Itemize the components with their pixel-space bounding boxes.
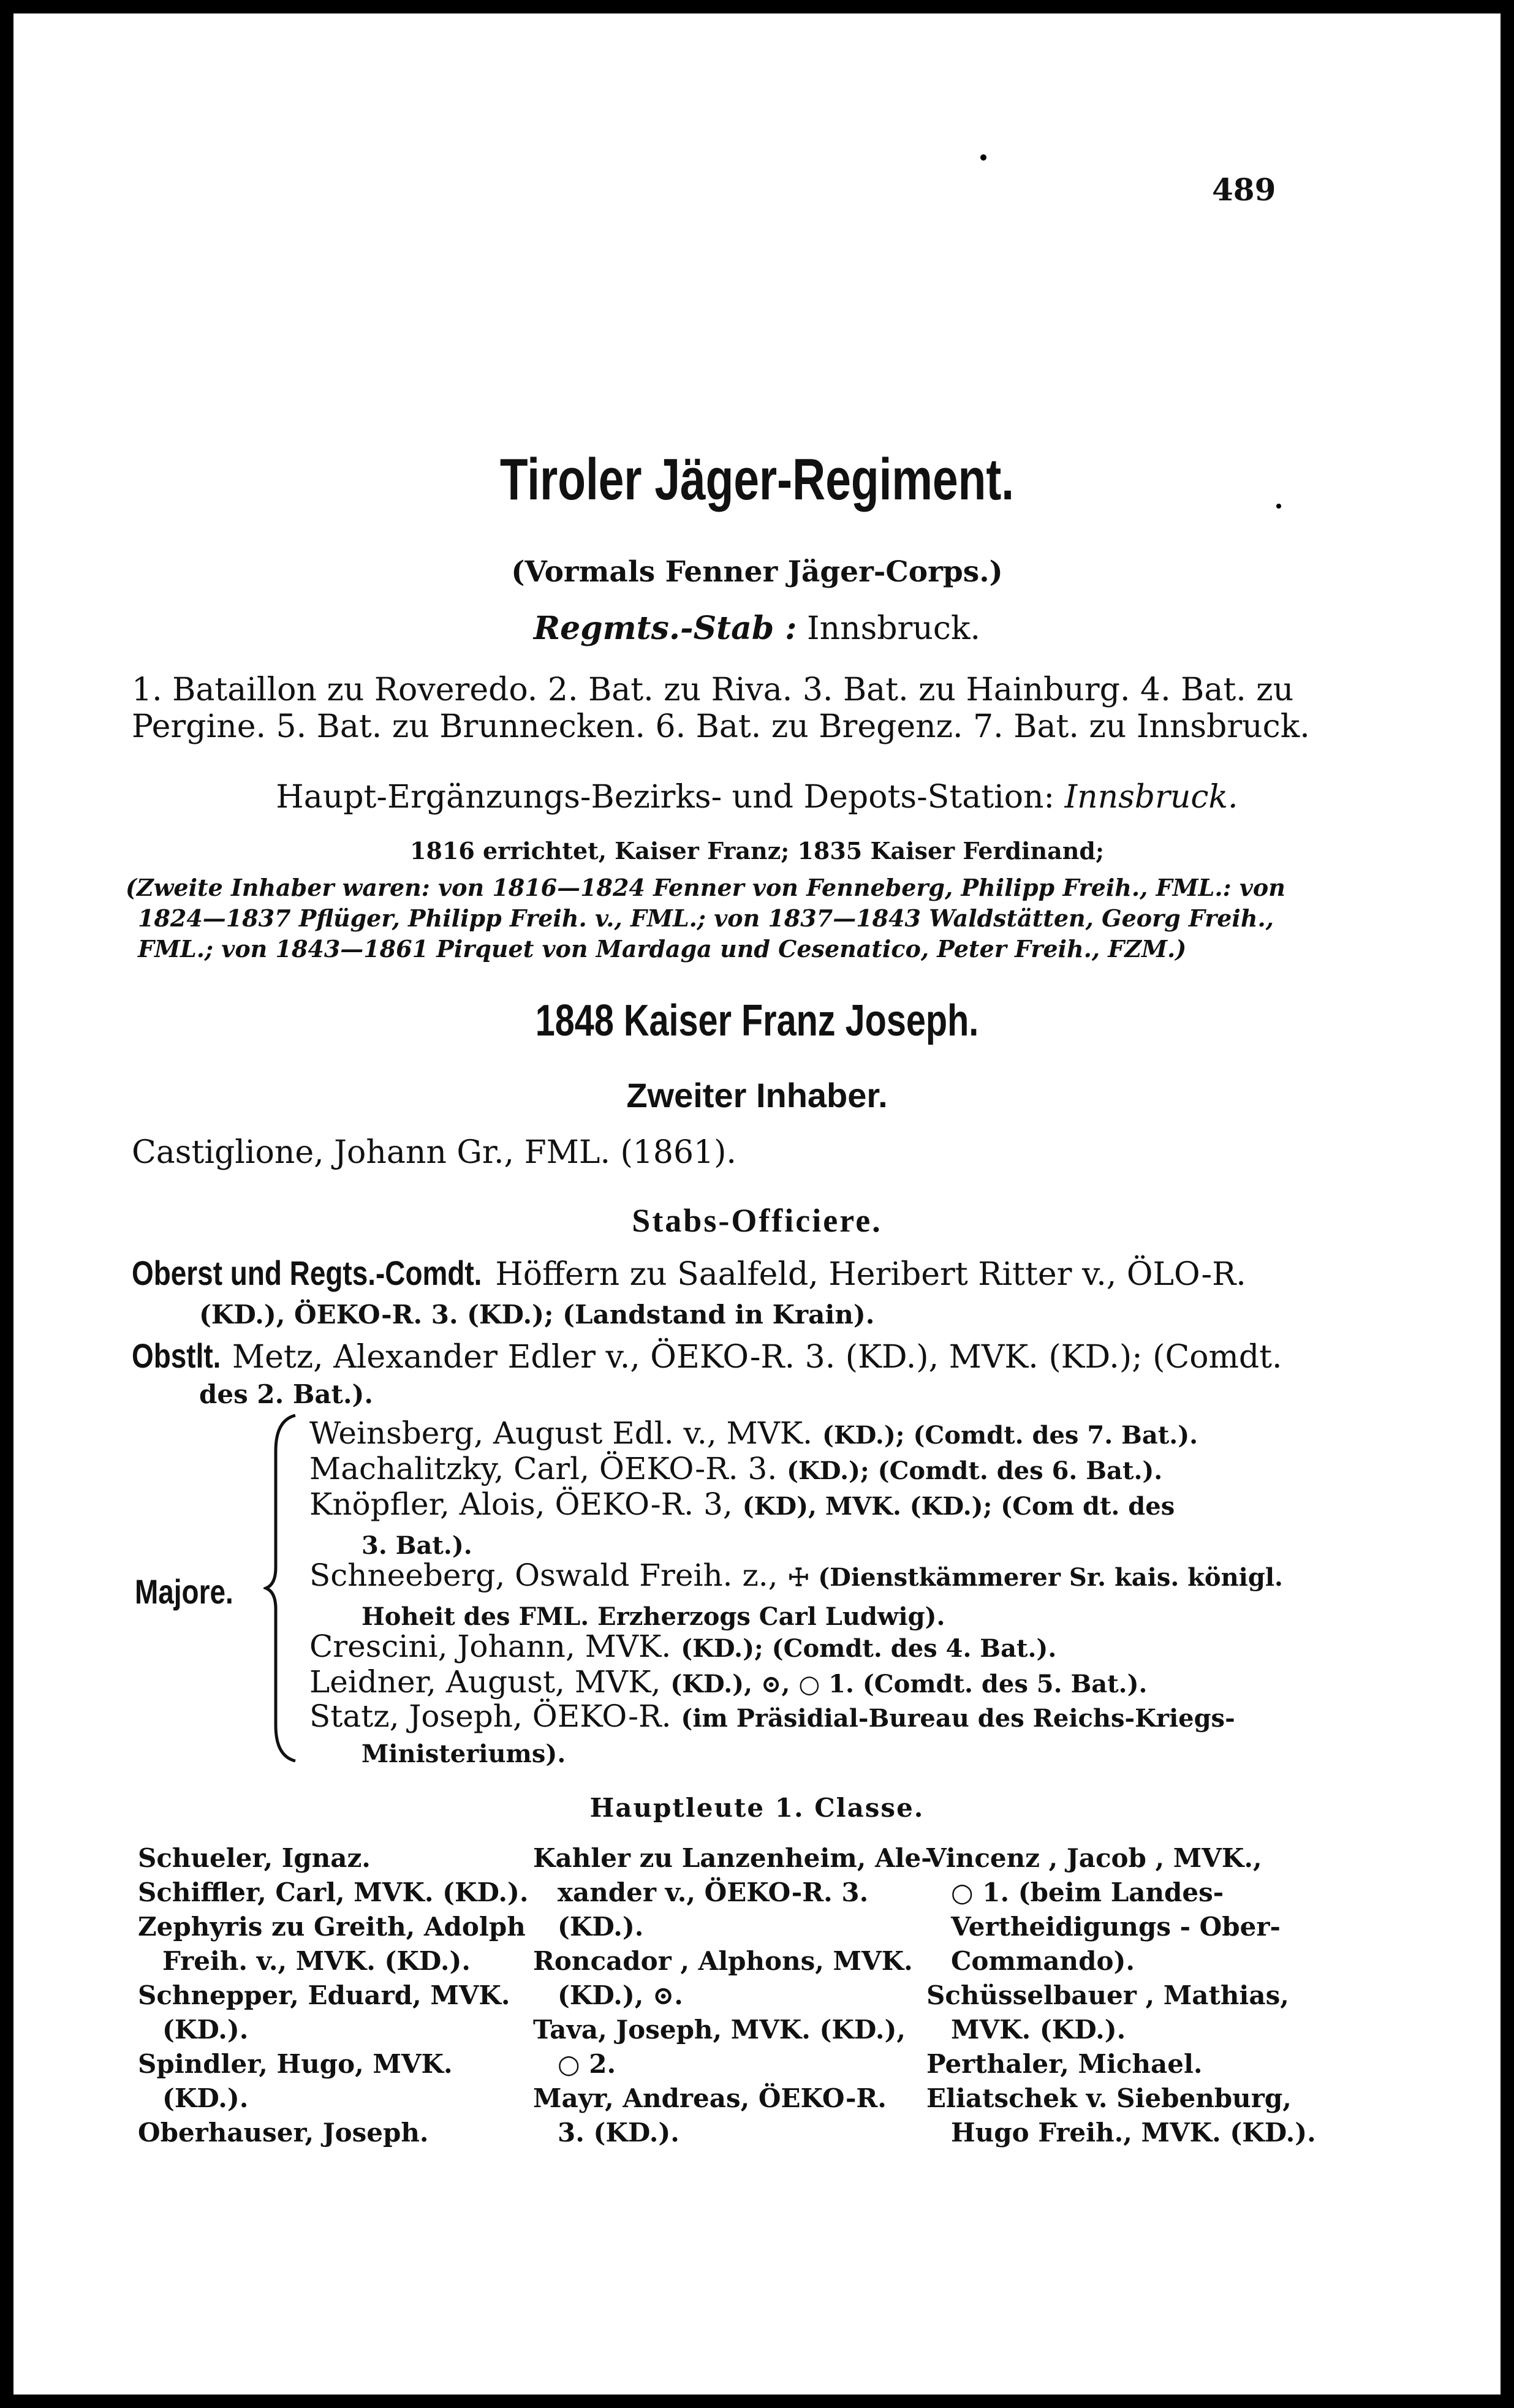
majore-brace [263, 1414, 300, 1762]
major-row: Knöpfler, Alois, ÖEKO-R. 3, (KD), MVK. (KD.); (Com dt. des [309, 1486, 1175, 1522]
list-item: Schueler, Ignaz. [138, 1843, 371, 1873]
major-row: Machalitzky, Carl, ÖEKO-R. 3. (KD.); (Comdt. des 6. Bat.). [309, 1451, 1163, 1486]
list-item: Tava, Joseph, MVK. (KD.), [533, 2015, 906, 2045]
list-item: Vertheidigungs - Ober- [951, 1912, 1281, 1942]
list-item: Schiffler, Carl, MVK. (KD.). [138, 1877, 529, 1907]
list-item: Zephyris zu Greith, Adolph [138, 1912, 526, 1942]
owner-heading: 1848 Kaiser Franz Joseph. [535, 996, 979, 1045]
depot-place: Innsbruck. [1064, 779, 1238, 816]
list-item: Perthaler, Michael. [926, 2049, 1203, 2079]
captains-column-1 [138, 1841, 530, 2150]
previous-owners-line-3: FML.; von 1843—1861 Pirquet von Mardaga und Cesenatico, Peter Freih., FZM.) [138, 935, 1187, 963]
major-row: Crescini, Johann, MVK. (KD.); (Comdt. des 4. Bat.). [309, 1629, 1057, 1664]
list-item: Mayr, Andreas, ÖEKO-R. [533, 2083, 887, 2113]
obstlt-line-1 [132, 1336, 1282, 1376]
oberst-rank: Oberst und Regts.-Comdt. [132, 1254, 482, 1292]
battalion-line-1: 1. Bataillon zu Roveredo. 2. Bat. zu Riva. 3. Bat. zu Hainburg. 4. Bat. zu [132, 672, 1294, 708]
major-row: Hoheit des FML. Erzherzogs Carl Ludwig). [361, 1602, 945, 1631]
major-row: Schneeberg, Oswald Freih. z., ☩ (Dienstkämmerer Sr. kais. königl. [309, 1558, 1283, 1593]
second-owner-heading: Zweiter Inhaber. [626, 1076, 888, 1115]
list-item: Commando). [951, 1946, 1135, 1976]
list-item: Freih. v., MVK. (KD.). [162, 1946, 471, 1976]
captains-column-2 [533, 1841, 932, 2150]
previous-owners-line-1: (Zweite Inhaber waren: von 1816—1824 Fenner von Fenneberg, Philipp Freih., FML.: von [126, 874, 1285, 901]
subtitle: (Vormals Fenner Jäger-Corps.) [511, 555, 1003, 589]
founding-note: 1816 errichtet, Kaiser Franz; 1835 Kaiser Ferdinand; [410, 837, 1104, 865]
staff-officers-heading: Stabs-Officiere. [632, 1202, 882, 1239]
second-owner: Castiglione, Johann Gr., FML. (1861). [132, 1134, 736, 1171]
major-row: Leidner, August, MVK, (KD.), ⊙, ○ 1. (Comdt. des 5. Bat.). [309, 1664, 1148, 1700]
obstlt-rank: Obstlt. [132, 1336, 221, 1375]
depot-label: Haupt-Ergänzungs-Bezirks- und Depots-Station: [276, 779, 1065, 816]
previous-owners-line-2: 1824—1837 Pflüger, Philipp Freih. v., FML.; von 1837—1843 Waldstätten, Georg Freih., [138, 904, 1274, 932]
list-item: Kahler zu Lanzenheim, Ale- [533, 1843, 932, 1873]
majore-label: Majore. [135, 1572, 233, 1611]
obstlt-text-1: Metz, Alexander Edler v., ÖEKO-R. 3. (KD.), MVK. (KD.); (Comdt. [222, 1339, 1282, 1376]
staff-label: Regmts.-Stab : [533, 610, 797, 647]
list-item: Eliatschek v. Siebenburg, [926, 2083, 1292, 2113]
oberst-line-1 [132, 1254, 1246, 1293]
oberst-text-1: Höffern zu Saalfeld, Heribert Ritter v., ÖLO-R. [485, 1256, 1246, 1293]
list-item: Roncador , Alphons, MVK. [533, 1946, 913, 1976]
list-item: ○ 2. [558, 2049, 616, 2079]
major-row: Ministeriums). [361, 1740, 566, 1768]
list-item: xander v., ÖEKO-R. 3. [558, 1877, 869, 1907]
list-item: (KD.). [162, 2083, 249, 2113]
captains-heading: Hauptleute 1. Classe. [589, 1793, 925, 1823]
obstlt-line-2: des 2. Bat.). [199, 1379, 374, 1409]
list-item: (KD.), ⊙. [558, 1980, 683, 2010]
major-row: Statz, Joseph, ÖEKO-R. (im Präsidial-Bureau des Reichs-Kriegs- [309, 1698, 1235, 1734]
list-item: (KD.). [162, 2015, 249, 2045]
oberst-line-2: (KD.), ÖEKO-R. 3. (KD.); (Landstand in Krain). [199, 1300, 875, 1330]
list-item: MVK. (KD.). [951, 2015, 1126, 2045]
captains-column-3 [926, 1841, 1319, 2150]
list-item: 3. (KD.). [558, 2118, 679, 2148]
list-item: Spindler, Hugo, MVK. [138, 2049, 453, 2079]
major-row: Weinsberg, August Edl. v., MVK. (KD.); (Comdt. des 7. Bat.). [309, 1415, 1198, 1451]
page-number: 489 [1212, 172, 1276, 208]
list-item: Schüsselbauer , Mathias, [926, 1980, 1289, 2010]
list-item: Hugo Freih., MVK. (KD.). [951, 2118, 1316, 2148]
list-item: (KD.). [558, 1912, 644, 1942]
list-item: Oberhauser, Joseph. [138, 2118, 429, 2148]
depot-station [0, 779, 1514, 816]
list-item: Schnepper, Eduard, MVK. [138, 1980, 510, 2010]
list-item: ○ 1. (beim Landes- [951, 1877, 1224, 1907]
major-row: 3. Bat.). [361, 1531, 472, 1560]
battalion-line-2: Pergine. 5. Bat. zu Brunnecken. 6. Bat. zu Bregenz. 7. Bat. zu Innsbruck. [132, 708, 1310, 745]
staff-place: Innsbruck. [797, 610, 981, 647]
regiment-staff [0, 610, 1514, 647]
list-item: Vincenz , Jacob , MVK., [926, 1843, 1262, 1873]
page-title: Tiroler Jäger-Regiment. [499, 447, 1015, 512]
